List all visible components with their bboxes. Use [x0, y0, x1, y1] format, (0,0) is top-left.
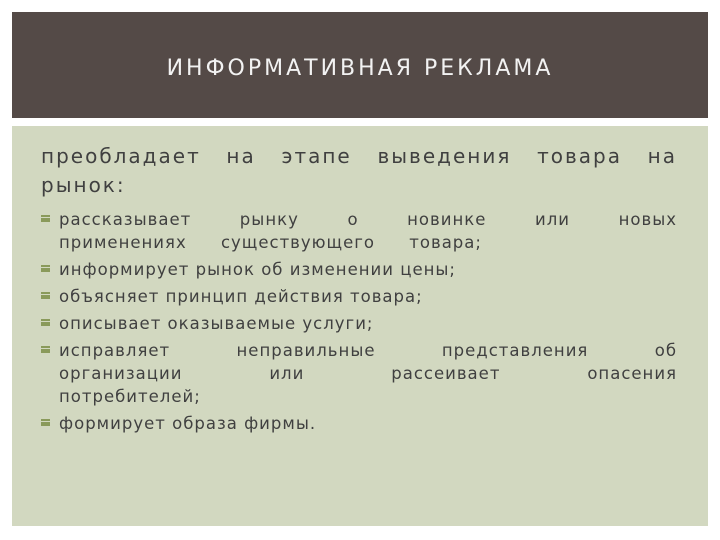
bullet-icon [41, 318, 50, 327]
list-item [41, 285, 677, 308]
bullet-text: исправляет неправильные представления об организации или рассеивает опасения потребителей; [59, 341, 677, 406]
bullet-text: рассказывает рынку о новинке или новых применениях существующего товара; [59, 210, 677, 252]
list-item [41, 258, 677, 281]
slide-content [12, 126, 708, 526]
list-item [41, 412, 677, 435]
slide-header [12, 12, 708, 118]
bullet-icon [41, 345, 50, 354]
bullet-icon [41, 214, 50, 223]
slide-title: ИНФОРМАТИВНАЯ РЕКЛАМА [166, 55, 554, 81]
bullet-text: объясняет принцип действия товара; [59, 287, 423, 306]
bullet-text: формирует образа фирмы. [59, 414, 317, 433]
list-item [41, 208, 677, 254]
bullet-icon [41, 264, 50, 273]
bullet-icon [41, 418, 50, 427]
bullet-text: информирует рынок об изменении цены; [59, 260, 456, 279]
list-item [41, 312, 677, 335]
bullet-text: описывает оказываемые услуги; [59, 314, 374, 333]
intro-text: преобладает на этапе выведения товара на рынок: [41, 144, 677, 197]
list-item [41, 339, 677, 408]
bullet-list [41, 208, 677, 439]
bullet-icon [41, 291, 50, 300]
